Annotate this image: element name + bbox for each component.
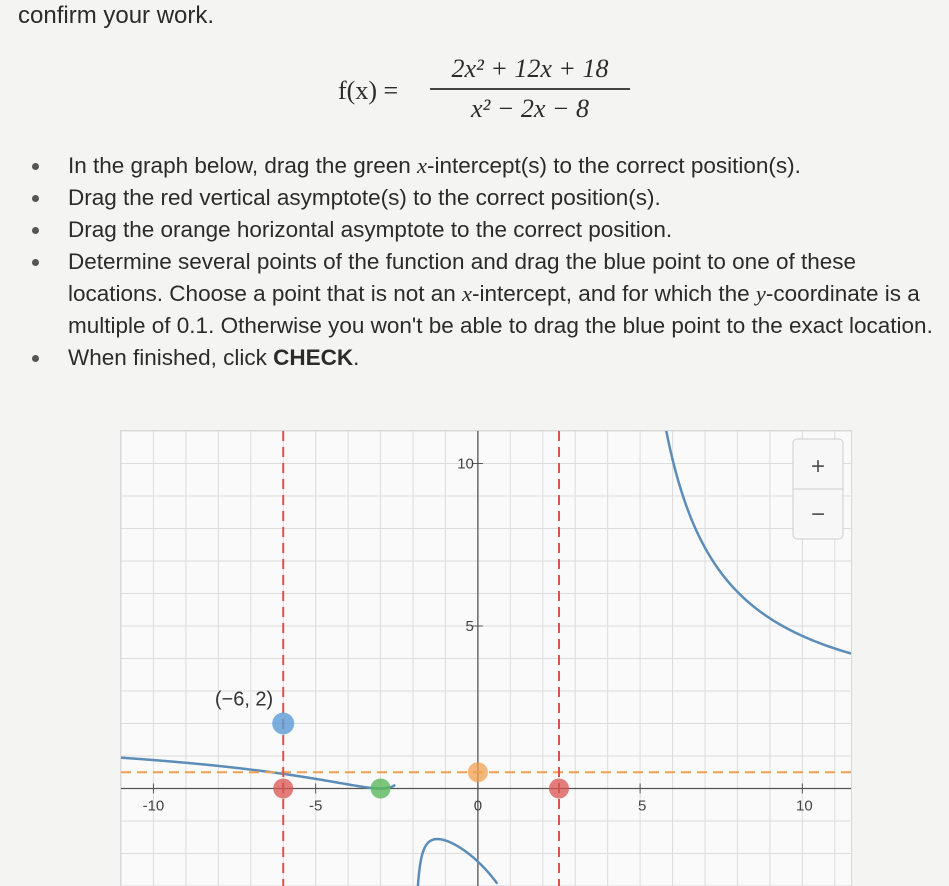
x-tick-label: -5 — [308, 797, 323, 815]
instruction-item: Drag the orange horizontal asymptote to the correct position. — [22, 214, 947, 246]
vertical-asymptote-handle[interactable] — [549, 779, 569, 799]
instruction-item: In the graph below, drag the green x-intercept(s) to the correct position(s). — [22, 150, 947, 182]
vertical-asymptote-handle[interactable] — [273, 779, 293, 799]
instruction-item: Drag the red vertical asymptote(s) to the correct position(s). — [22, 182, 947, 214]
grid — [121, 431, 851, 886]
zoom-in-button[interactable]: + — [810, 453, 826, 480]
header-text: confirm your work. — [18, 2, 215, 29]
x-tick-label: -10 — [142, 797, 165, 815]
formula-denominator: x² − 2x − 8 — [471, 94, 589, 123]
y-tick-label: 10 — [457, 455, 474, 473]
instruction-item: Determine several points of the function and drag the blue point to one of these locations. Choose a point that is not an x-intercept, and for which the y-coordinate is a multiple of 0.1. Otherwise you won't be able to drag the blue point to the exact location. — [22, 246, 947, 342]
x-intercept-handle[interactable] — [371, 779, 391, 799]
point-label: (−6, 2) — [214, 688, 274, 711]
instruction-item: When finished, click CHECK. — [22, 342, 947, 374]
formula-fraction — [430, 54, 630, 124]
function-branch — [416, 839, 497, 886]
formula-numerator: 2x² + 12x + 18 — [451, 54, 609, 83]
formula-lhs: f(x) = — [338, 76, 399, 105]
blue-point-handle[interactable] — [272, 713, 294, 735]
y-tick-label: 5 — [465, 618, 474, 635]
fraction-bar — [430, 88, 630, 90]
horizontal-asymptote-handle[interactable] — [468, 762, 488, 782]
x-tick-label: 10 — [795, 797, 813, 815]
zoom-controls[interactable] — [793, 439, 843, 539]
x-tick-label: 0 — [473, 797, 483, 815]
graph-panel[interactable] — [120, 430, 852, 886]
instruction-list — [22, 150, 947, 374]
zoom-out-button[interactable]: − — [810, 501, 826, 528]
graph-canvas[interactable] — [121, 431, 851, 886]
x-tick-label: 5 — [637, 797, 647, 815]
